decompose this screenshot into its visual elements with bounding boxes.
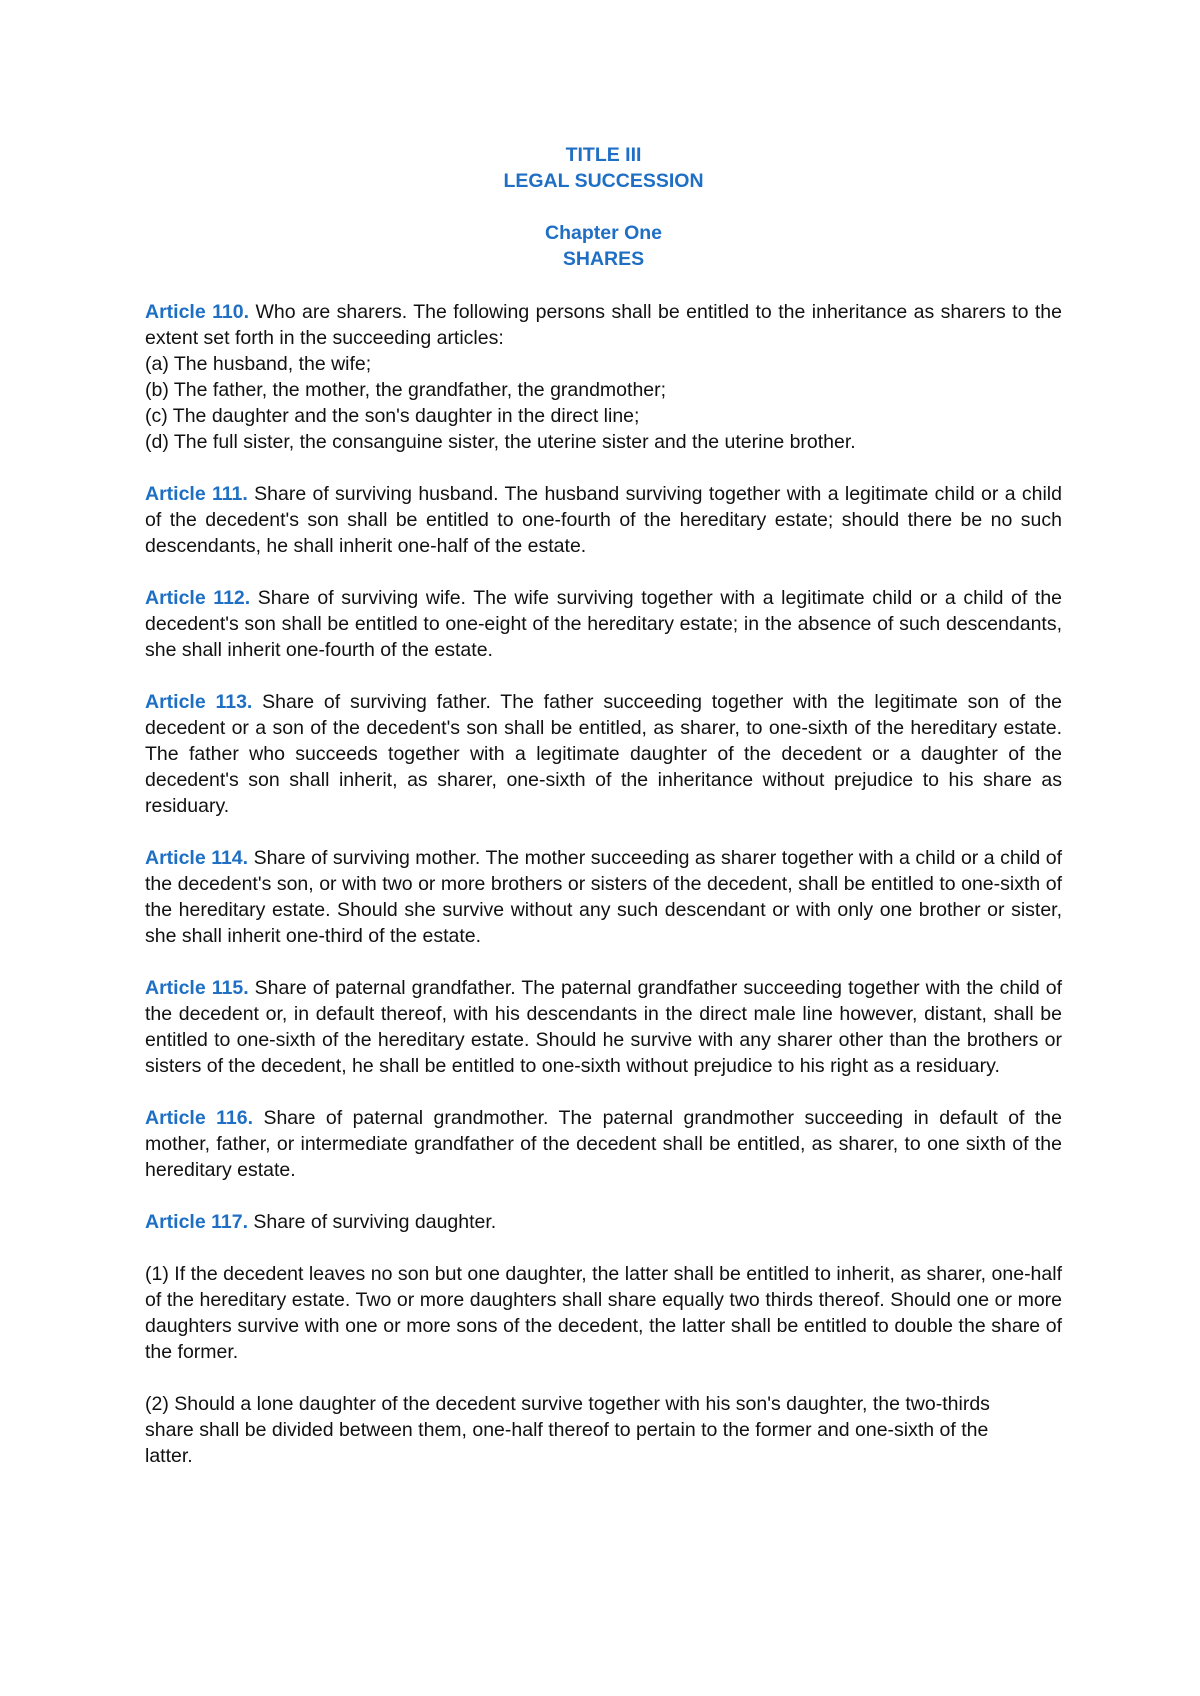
article-117-paragraph-1: (1) If the decedent leaves no son but one daughter, the latter shall be entitled to inherit, as sharer, one-half of the hereditary estate. Two or more daughters shall share equally two thirds thereof. Should one or more daughters survive with one or more sons of the decedent, the latter shall be entitled to double the share of the former.: [145, 1263, 1062, 1363]
article-110-label: Article 110.: [145, 301, 250, 323]
article-115-label: Article 115.: [145, 977, 249, 999]
article-115: [145, 975, 1062, 1079]
document-page: [145, 0, 1062, 1495]
article-114-text: Share of surviving mother. The mother succeeding as sharer together with a child or a child of the decedent's son, or with two or more brothers or sisters of the decedent, shall be entitled to one-sixth of the hereditary estate. Should she survive without any such descendant or with only one brother or sister, she shall inherit one-third of the estate.: [145, 847, 1062, 947]
article-112-label: Article 112.: [145, 587, 251, 609]
article-117-text: Share of surviving daughter.: [247, 1211, 497, 1233]
article-116-text: Share of paternal grandmother. The paternal grandmother succeeding in default of the mother, father, or intermediate grandfather of the decedent shall be entitled, as sharer, to one sixth of the hereditary estate.: [145, 1107, 1063, 1181]
article-113-text: Share of surviving father. The father succeeding together with the legitimate son of the decedent or a son of the decedent's son shall be entitled, as sharer, to one-sixth of the hereditary estate. The father who succeeds together with a legitimate daughter of the decedent or a daughter of the decedent's son shall inherit, as sharer, one-sixth of the inheritance without prejudice to his share as residuary.: [145, 691, 1062, 817]
article-111-text: Share of surviving husband. The husband surviving together with a legitimate child or a child of the decedent's son shall be entitled to one-fourth of the hereditary estate; should there be no such descendants, he shall inherit one-half of the estate.: [145, 483, 1062, 557]
chapter-label: Chapter One: [544, 222, 663, 244]
article-112-text: Share of surviving wife. The wife surviving together with a legitimate child or a child of the decedent's son shall be entitled to one-eight of the hereditary estate; in the absence of such descendants, she shall inherit one-fourth of the estate.: [145, 587, 1063, 661]
title-label: TITLE III: [565, 144, 642, 166]
article-110-item-b: (b) The father, the mother, the grandfather, the grandmother;: [145, 379, 667, 401]
chapter-title-label: SHARES: [562, 248, 645, 270]
article-114: [145, 845, 1062, 949]
chapter-heading: [145, 220, 1062, 272]
article-110-text: Who are sharers. The following persons shall be entitled to the inheritance as sharers to the extent set forth in the succeeding articles:: [145, 301, 1062, 349]
subtitle-label: LEGAL SUCCESSION: [503, 170, 704, 192]
article-110: [145, 299, 1062, 455]
article-117-label: Article 117.: [145, 1211, 248, 1233]
title-heading: [145, 142, 1062, 194]
article-115-text: Share of paternal grandfather. The paternal grandfather succeeding together with the child of the decedent or, in default thereof, with his descendants in the direct male line however, distant, shall be entitled to one-sixth of the hereditary estate. Should he survive with any sharer other than the brothers or sisters of the decedent, he shall be entitled to one-sixth without prejudice to his right as a residuary.: [145, 977, 1062, 1077]
article-110-item-c: (c) The daughter and the son's daughter in the direct line;: [145, 405, 640, 427]
article-116: [145, 1105, 1062, 1183]
article-110-item-d: (d) The full sister, the consanguine sister, the uterine sister and the uterine brother.: [145, 431, 856, 453]
article-113: [145, 689, 1062, 819]
article-112: [145, 585, 1062, 663]
article-117-paragraph-2: (2) Should a lone daughter of the decedent survive together with his son's daughter, the two-thirds share shall be divided between them, one-half thereof to pertain to the former and one-sixth of the latter.: [145, 1393, 990, 1467]
article-111-label: Article 111.: [145, 483, 248, 505]
article-116-label: Article 116.: [145, 1107, 254, 1129]
article-111: [145, 481, 1062, 559]
article-110-intro: [145, 299, 1062, 351]
article-114-label: Article 114.: [145, 847, 249, 869]
article-117: [145, 1209, 1062, 1235]
article-113-label: Article 113.: [145, 691, 253, 713]
article-110-item-a: (a) The husband, the wife;: [145, 353, 372, 375]
